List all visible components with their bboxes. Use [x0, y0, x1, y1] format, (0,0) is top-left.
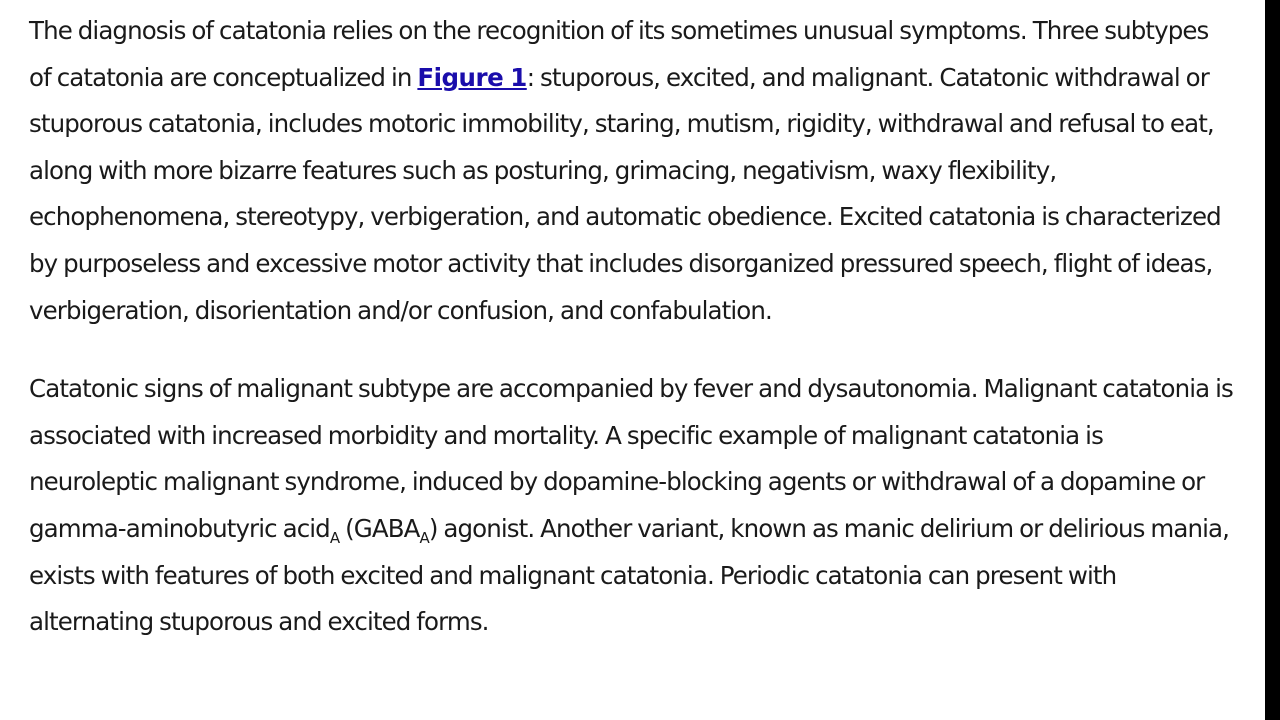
paragraph-2-text-c: ) agonist. Another variant, known as manic delirium or delirious mania, exists with features of both excited and malignant catatonia. Periodic catatonia can present with alternating stuporous and excited forms. — [29, 513, 1230, 637]
scrollbar-edge[interactable] — [1265, 0, 1280, 720]
subscript-a: A — [329, 528, 340, 547]
paragraph-2-text-a: Catatonic signs of malignant subtype are accompanied by fever and dysautonomia. Malignant catatonia is associated with increased morbidity and mortality. A specific example of malignant catatonia is neuroleptic malignant syndrome, induced by dopamine-blocking agents or withdrawal of a dopamine or gamma-aminobutyric acid — [29, 374, 1233, 543]
paragraph-1-text-b: : stuporous, excited, and malignant. Catatonic withdrawal or stuporous catatonia, includes motoric immobility, staring, mutism, rigidity, withdrawal and refusal to eat, along with more bizarre features such as posturing, grimacing, negativism, waxy flexibility, echophenomena, stereotypy, verbigeration, and automatic obedience. Excited catatonia is characterized by purposeless and excessive motor activity that includes disorganized pressured speech, flight of ideas, verbigeration, disorientation and/or confusion, and confabulation. — [29, 62, 1221, 325]
paragraph-2 — [29, 366, 1234, 646]
paragraph-1 — [29, 8, 1234, 334]
subscript-a-gaba: A — [419, 528, 429, 547]
article-body — [29, 8, 1234, 646]
paragraph-1-text-a: The diagnosis of catatonia relies on the recognition of its sometimes unusual symptoms. Three subtypes of catatonia are conceptualized in — [29, 16, 1209, 92]
paragraph-2-text-b: (GABA — [339, 513, 420, 543]
figure-1-link[interactable]: Figure 1 — [417, 62, 527, 92]
